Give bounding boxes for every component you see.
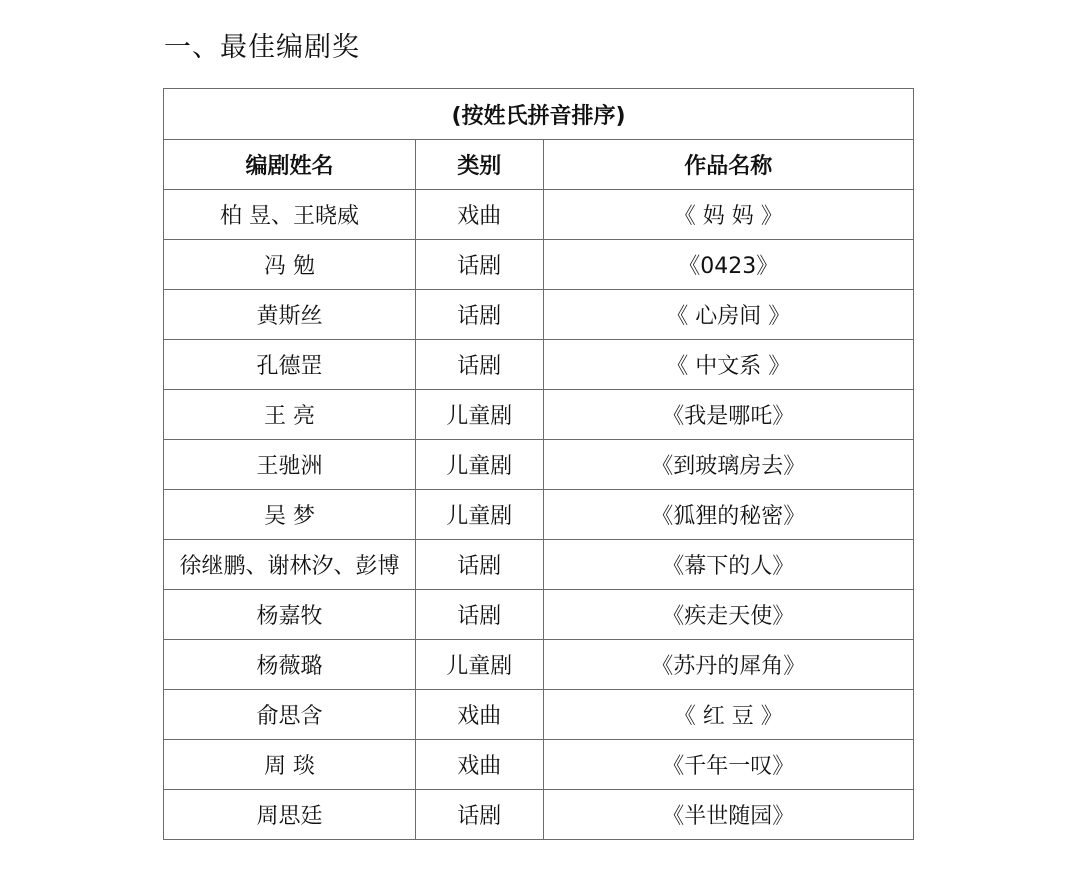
- writer-name-cell: 周 琰: [164, 740, 416, 790]
- header-category: 类别: [416, 140, 544, 190]
- writer-name-cell: 孔德罡: [164, 340, 416, 390]
- writer-name-cell: 柏 昱、王晓威: [164, 190, 416, 240]
- category-cell: 话剧: [416, 240, 544, 290]
- writer-name-cell: 黄斯丝: [164, 290, 416, 340]
- category-cell: 话剧: [416, 590, 544, 640]
- table-row: [164, 440, 914, 490]
- work-title-cell: 《到玻璃房去》: [543, 440, 914, 490]
- category-cell: 话剧: [416, 340, 544, 390]
- table-row: [164, 590, 914, 640]
- work-title-cell: 《我是哪吒》: [543, 390, 914, 440]
- category-cell: 儿童剧: [416, 390, 544, 440]
- table-row: [164, 190, 914, 240]
- writer-name-cell: 王 亮: [164, 390, 416, 440]
- writer-name-cell: 王驰洲: [164, 440, 416, 490]
- work-title-cell: 《幕下的人》: [543, 540, 914, 590]
- writer-name-cell: 冯 勉: [164, 240, 416, 290]
- table-row: [164, 640, 914, 690]
- work-title-cell: 《 心房间 》: [543, 290, 914, 340]
- writer-name-cell: 吴 梦: [164, 490, 416, 540]
- category-cell: 儿童剧: [416, 490, 544, 540]
- table-row: [164, 290, 914, 340]
- category-cell: 话剧: [416, 290, 544, 340]
- table-row: [164, 540, 914, 590]
- work-title-cell: 《狐狸的秘密》: [543, 490, 914, 540]
- category-cell: 戏曲: [416, 740, 544, 790]
- work-title-cell: 《 红 豆 》: [543, 690, 914, 740]
- category-cell: 戏曲: [416, 690, 544, 740]
- work-title-cell: 《疾走天使》: [543, 590, 914, 640]
- header-writer-name: 编剧姓名: [164, 140, 416, 190]
- writer-name-cell: 俞思含: [164, 690, 416, 740]
- table-row: [164, 340, 914, 390]
- writer-name-cell: 周思廷: [164, 790, 416, 840]
- category-cell: 话剧: [416, 790, 544, 840]
- work-title-cell: 《苏丹的犀角》: [543, 640, 914, 690]
- table-row: [164, 390, 914, 440]
- table-row: [164, 790, 914, 840]
- table-caption: (按姓氏拼音排序): [164, 89, 914, 140]
- writer-name-cell: 徐继鹏、谢林汐、彭博: [164, 540, 416, 590]
- section-title: 一、最佳编剧奖: [164, 32, 360, 63]
- table-row: [164, 490, 914, 540]
- award-table: [163, 88, 914, 840]
- table-row: [164, 240, 914, 290]
- work-title-cell: 《千年一叹》: [543, 740, 914, 790]
- writer-name-cell: 杨嘉牧: [164, 590, 416, 640]
- category-cell: 儿童剧: [416, 440, 544, 490]
- work-title-cell: 《 中文系 》: [543, 340, 914, 390]
- table-caption-row: [164, 89, 914, 140]
- category-cell: 话剧: [416, 540, 544, 590]
- category-cell: 儿童剧: [416, 640, 544, 690]
- table-row: [164, 690, 914, 740]
- table-row: [164, 740, 914, 790]
- work-title-cell: 《半世随园》: [543, 790, 914, 840]
- category-cell: 戏曲: [416, 190, 544, 240]
- table-header-row: [164, 140, 914, 190]
- writer-name-cell: 杨薇璐: [164, 640, 416, 690]
- work-title-cell: 《0423》: [543, 240, 914, 290]
- work-title-cell: 《 妈 妈 》: [543, 190, 914, 240]
- header-work-title: 作品名称: [543, 140, 914, 190]
